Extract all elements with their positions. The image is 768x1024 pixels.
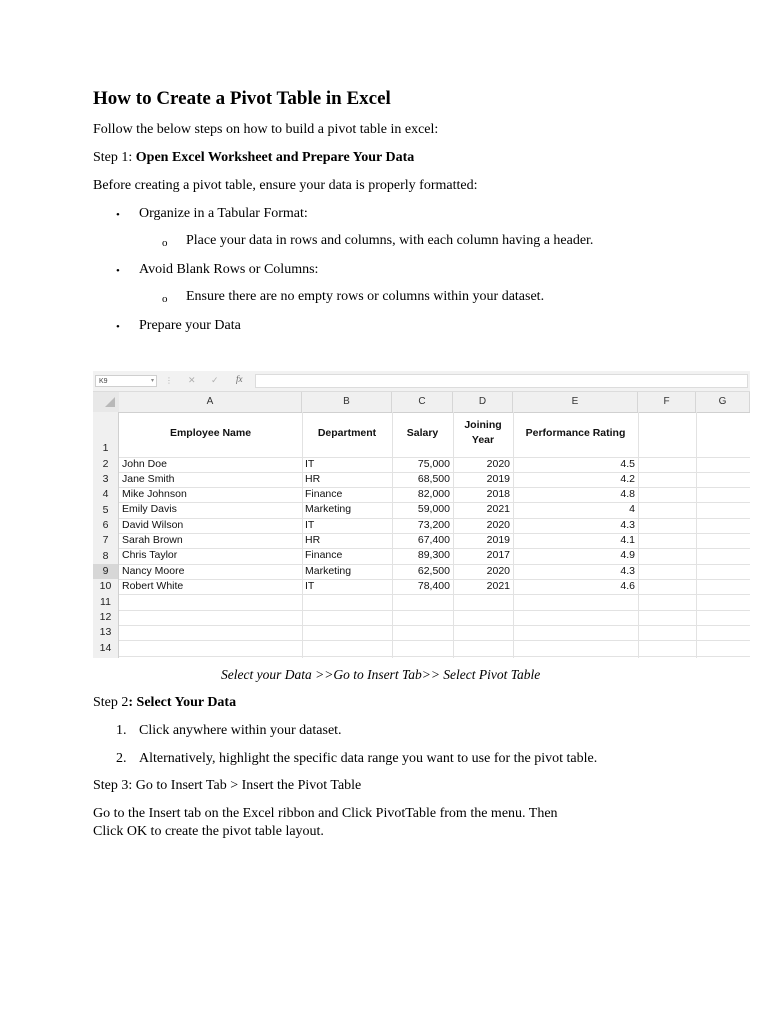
table-cell: 2017 — [486, 549, 510, 561]
row-header: 14 — [93, 640, 119, 658]
list-number: 1. — [116, 723, 127, 738]
enter-icon: ✓ — [211, 375, 219, 385]
table-cell: 4.2 — [620, 473, 635, 485]
step2-prefix: Step 2 — [93, 695, 129, 710]
row-header: 2 — [93, 457, 119, 472]
grid-line — [696, 412, 697, 658]
cancel-icon: ✕ — [188, 375, 196, 385]
table-cell: 2021 — [486, 503, 510, 515]
step2-title: : Select Your Data — [128, 695, 237, 710]
sub-bullet-item: Place your data in rows and columns, with each column having a header. — [186, 233, 594, 248]
row-header: 3 — [93, 472, 119, 487]
bullet-item: Avoid Blank Rows or Columns: — [139, 262, 319, 277]
step1-heading — [93, 149, 414, 167]
name-box: K9 — [95, 375, 157, 387]
step1-prefix: Step 1: — [93, 150, 136, 165]
table-cell: Chris Taylor — [122, 549, 178, 561]
table-cell: Marketing — [305, 503, 352, 515]
bullet-item: Prepare your Data — [139, 318, 241, 333]
step1-title: Open Excel Worksheet and Prepare Your Data — [135, 150, 415, 165]
table-cell: Emily Davis — [122, 503, 177, 515]
step1-description: Before creating a pivot table, ensure your data is properly formatted: — [93, 178, 478, 193]
table-cell: 68,500 — [417, 473, 450, 485]
table-cell: 4 — [629, 503, 635, 515]
list-item: Click anywhere within your dataset. — [139, 723, 342, 738]
sub-bullet-icon: o — [162, 293, 168, 305]
row-header-selected: 9 — [93, 564, 119, 579]
column-header: A — [119, 392, 302, 412]
table-cell: 82,000 — [417, 488, 450, 500]
table-cell: John Doe — [122, 458, 167, 470]
image-caption: Select your Data >>Go to Insert Tab>> Select Pivot Table — [221, 667, 541, 682]
row-header: 1 — [93, 412, 119, 457]
table-cell: IT — [305, 458, 315, 470]
bullet-icon: • — [116, 209, 120, 221]
list-item: Alternatively, highlight the specific data range you want to use for the pivot table. — [139, 751, 598, 766]
header-cell: Performance Rating — [525, 427, 626, 439]
step3-description-line2: Click OK to create the pivot table layout. — [93, 824, 324, 839]
bullet-icon: • — [116, 265, 120, 277]
bullet-icon: • — [116, 321, 120, 333]
grid-line — [119, 625, 750, 626]
row-header: 4 — [93, 487, 119, 502]
table-cell: 4.9 — [620, 549, 635, 561]
table-cell: IT — [305, 519, 315, 531]
table-cell: 2021 — [486, 580, 510, 592]
table-cell: 75,000 — [417, 458, 450, 470]
table-cell: HR — [305, 534, 321, 546]
column-header: C — [392, 392, 453, 412]
table-cell: 67,400 — [417, 534, 450, 546]
table-cell: 62,500 — [417, 565, 450, 577]
grid-line — [119, 610, 750, 611]
table-cell: 4.6 — [620, 580, 635, 592]
grid-line — [119, 656, 750, 657]
row-header: 11 — [93, 594, 119, 610]
header-cell: Salary — [406, 427, 439, 439]
column-header: E — [513, 392, 638, 412]
table-cell: HR — [305, 473, 321, 485]
header-cell: Joining — [464, 419, 502, 431]
step3-heading: Step 3: Go to Insert Tab > Insert the Pivot Table — [93, 778, 362, 793]
sub-bullet-item: Ensure there are no empty rows or columns within your dataset. — [186, 289, 545, 304]
table-cell: IT — [305, 580, 315, 592]
table-cell: 4.3 — [620, 565, 635, 577]
grid-line — [302, 412, 303, 658]
page-title: How to Create a Pivot Table in Excel — [93, 88, 391, 109]
table-cell: Marketing — [305, 565, 352, 577]
sub-bullet-icon: o — [162, 237, 168, 249]
grid-line — [119, 640, 750, 641]
column-header: D — [453, 392, 513, 412]
separator-icon: ⋮ — [165, 376, 175, 385]
table-cell: 2020 — [486, 565, 510, 577]
row-header: 5 — [93, 502, 119, 518]
header-cell: Year — [471, 434, 495, 446]
table-cell: 4.1 — [620, 534, 635, 546]
bullet-item: Organize in a Tabular Format: — [139, 206, 308, 221]
table-cell: 73,200 — [417, 519, 450, 531]
table-cell: Nancy Moore — [122, 565, 185, 577]
table-cell: 2020 — [486, 458, 510, 470]
table-cell: Finance — [305, 549, 343, 561]
table-cell: 2020 — [486, 519, 510, 531]
step2-heading — [93, 694, 236, 712]
grid-line — [119, 594, 750, 595]
table-cell: 4.3 — [620, 519, 635, 531]
function-icon: fx — [236, 374, 243, 384]
row-header: 7 — [93, 533, 119, 548]
header-cell: Employee Name — [169, 427, 252, 439]
table-cell: 2019 — [486, 534, 510, 546]
table-cell: Sarah Brown — [122, 534, 183, 546]
column-header: F — [638, 392, 696, 412]
header-cell: Department — [317, 427, 377, 439]
table-cell: 2018 — [486, 488, 510, 500]
formula-input — [255, 374, 748, 388]
table-cell: Finance — [305, 488, 343, 500]
row-header: 13 — [93, 625, 119, 640]
table-cell: Robert White — [122, 580, 184, 592]
table-cell: 59,000 — [417, 503, 450, 515]
row-header: 8 — [93, 548, 119, 564]
intro-text: Follow the below steps on how to build a pivot table in excel: — [93, 122, 439, 137]
excel-screenshot — [93, 371, 750, 658]
grid-line — [638, 412, 639, 658]
table-cell: Mike Johnson — [122, 488, 187, 500]
step3-description-line1: Go to the Insert tab on the Excel ribbon and Click PivotTable from the menu. Then — [93, 806, 558, 821]
row-header: 10 — [93, 579, 119, 594]
table-cell: 4.8 — [620, 488, 635, 500]
table-cell: 4.5 — [620, 458, 635, 470]
table-cell: 89,300 — [417, 549, 450, 561]
table-cell: 2019 — [486, 473, 510, 485]
column-header: B — [302, 392, 392, 412]
row-header: 12 — [93, 610, 119, 625]
chevron-down-icon: ▾ — [151, 378, 155, 384]
column-header: G — [696, 392, 750, 412]
row-header: 6 — [93, 518, 119, 533]
table-cell: 78,400 — [417, 580, 450, 592]
list-number: 2. — [116, 751, 127, 766]
select-all-icon — [105, 397, 115, 407]
table-cell: Jane Smith — [122, 473, 175, 485]
table-cell: David Wilson — [122, 519, 184, 531]
